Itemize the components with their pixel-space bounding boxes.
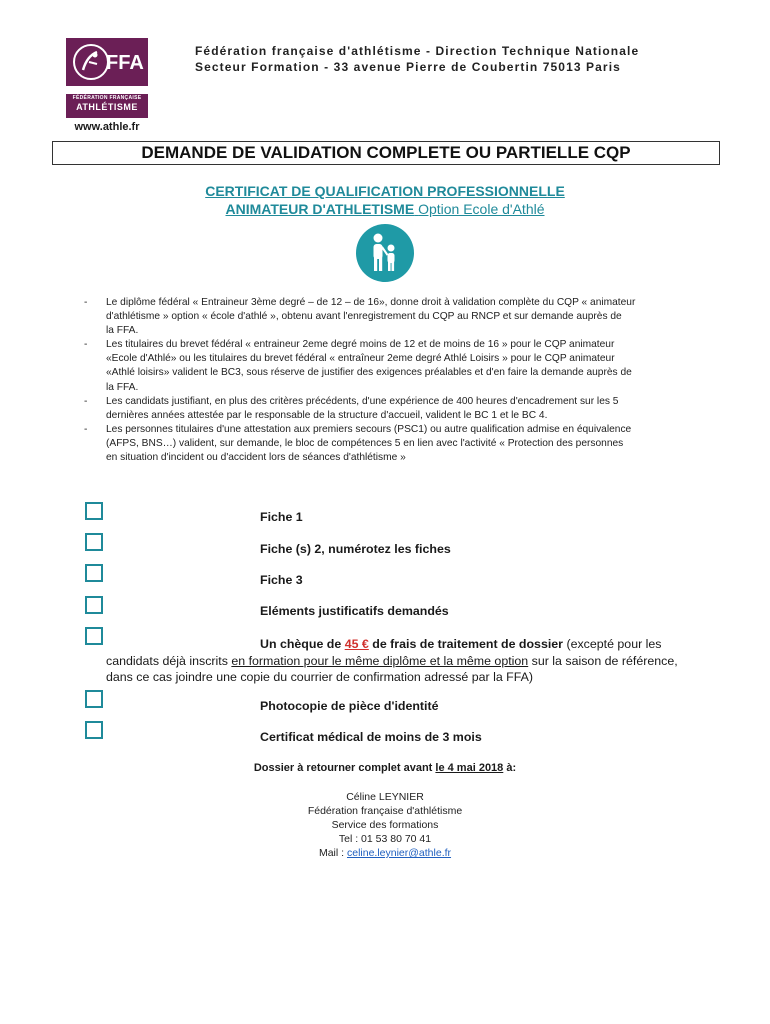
cheque-label: Un chèque de [260, 637, 345, 651]
item-photocopie: Photocopie de pièce d'identité [260, 699, 439, 713]
cheque-details-line-2: dans ce cas joindre une copie du courrier de confirmation adressé par la FFA) [106, 670, 534, 684]
return-suffix: à: [503, 762, 517, 774]
item-cheque [260, 637, 662, 651]
item-fiche-2: Fiche (s) 2, numérotez les fiches [260, 542, 451, 556]
condition-line: en situation d'incident ou d'accident lors de séances d'athlétisme » [106, 452, 406, 464]
runner-emblem-icon [73, 44, 109, 80]
condition-line: d'athlétisme » option « école d'athlé », obtenu avant l'enregistrement du CQP au RNCP et sur demande auprès de [106, 311, 622, 323]
certificate-subtitle [0, 201, 770, 217]
bullet-dash: - [84, 297, 88, 308]
bullet-dash: - [84, 339, 88, 351]
bullet-dash: - [84, 423, 88, 435]
item-certificat: Certificat médical de moins de 3 mois [260, 730, 482, 744]
cheque-cont-text: candidats déjà inscrits [106, 654, 232, 668]
contact-name: Céline LEYNIER [346, 791, 424, 803]
header-line-2: Secteur Formation - 33 avenue Pierre de Coubertin 75013 Paris [195, 60, 621, 74]
mail-link[interactable]: celine.leynier@athle.fr [346, 847, 452, 859]
condition-line: (AFPS, BNS…) valident, sur demande, le bloc de compétences 5 en lien avec l'activité « Protection des personnes [106, 437, 624, 449]
header-line-1: Fédération française d'athlétisme - Direction Technique Nationale [195, 44, 640, 58]
condition-line: dernières années attestée par le responsable de la structure d'accueil, valident le BC 1 et le BC 4. [106, 409, 548, 421]
certificate-option: Option Ecole d'Athlé [418, 201, 545, 217]
mail-label: Mail : [318, 847, 347, 859]
contact-service: Service des formations [331, 819, 439, 831]
checkbox-fiche-2[interactable] [85, 533, 103, 551]
contact-mail [0, 847, 770, 859]
bullet-dash: - [84, 395, 88, 407]
item-fiche-3: Fiche 3 [260, 573, 303, 587]
cheque-details-line [106, 653, 716, 669]
item-fiche-1: Fiche 1 [260, 510, 303, 524]
certificate-title: CERTIFICAT DE QUALIFICATION PROFESSIONNELLE [205, 183, 565, 199]
certificate-name: ANIMATEUR D'ATHLETISME [225, 201, 415, 217]
cheque-amount: 45 € [344, 637, 369, 651]
logo-divider [66, 86, 148, 94]
page-title: DEMANDE DE VALIDATION COMPLETE OU PARTIELLE CQP [52, 141, 720, 165]
condition-item [84, 338, 714, 394]
cheque-cont-text-2: sur la saison de référence, [528, 654, 678, 668]
return-instructions [0, 762, 770, 774]
condition-line: la FFA. [106, 381, 139, 393]
checkbox-fiche-3[interactable] [85, 564, 103, 582]
checkbox-certificat[interactable] [85, 721, 103, 739]
contact-org: Fédération française d'athlétisme [307, 805, 463, 817]
cheque-fee-label: de frais de traitement de dossier [368, 637, 563, 651]
checkbox-photocopie[interactable] [85, 690, 103, 708]
condition-line: Les candidats justifiant, en plus des critères précédents, d'une expérience de 400 heures d'encadrement sur les 5 [106, 395, 619, 407]
return-date: le 4 mai 2018 [435, 762, 504, 774]
website-url[interactable]: www.athle.fr [74, 121, 140, 133]
condition-line: Les titulaires du brevet fédéral « entraineur 2eme degré moins de 12 et de moins de 16 » pour le CQP animateur [106, 339, 615, 351]
condition-item [84, 423, 714, 465]
checkbox-elements[interactable] [85, 596, 103, 614]
condition-line: Les personnes titulaires d'une attestation aux premiers secours (PSC1) ou autre qualification admise en équivalence [106, 423, 632, 435]
condition-line: «Athlé loisirs» valident le BC3, sous réserve de justifier des exigences préalables et d'en faire la demande auprès de [106, 367, 632, 379]
ffa-logo [66, 38, 148, 118]
return-text: Dossier à retourner complet avant [253, 762, 436, 774]
item-elements: Eléments justificatifs demandés [260, 604, 449, 618]
checkbox-fiche-1[interactable] [85, 502, 103, 520]
contact-tel: Tel : 01 53 80 70 41 [338, 833, 432, 845]
condition-item [84, 395, 714, 423]
condition-line: la FFA. [106, 325, 139, 337]
logo-athletisme: ATHLÉTISME [76, 102, 138, 112]
cheque-details [106, 653, 716, 685]
condition-line: «Ecole d'Athlé» ou les titulaires du brevet fédéral « entraîneur 2eme degré Athlé Loisirs » pour le CQP animateur [106, 353, 615, 365]
checkbox-cheque[interactable] [85, 627, 103, 645]
condition-item [84, 296, 714, 338]
logo-brand: FFA [106, 52, 144, 74]
adult-child-icon [356, 224, 414, 282]
cheque-cont-underlined: en formation pour le même diplôme et la même option [231, 654, 529, 668]
conditions-list [84, 296, 714, 465]
cheque-exception: (excepté pour les [563, 637, 662, 651]
logo-subtitle: FÉDÉRATION FRANÇAISE [72, 95, 142, 101]
condition-line: Le diplôme fédéral « Entraineur 3ème degré – de 12 – de 16», donne droit à validation complète du CQP « animateur [106, 297, 636, 308]
